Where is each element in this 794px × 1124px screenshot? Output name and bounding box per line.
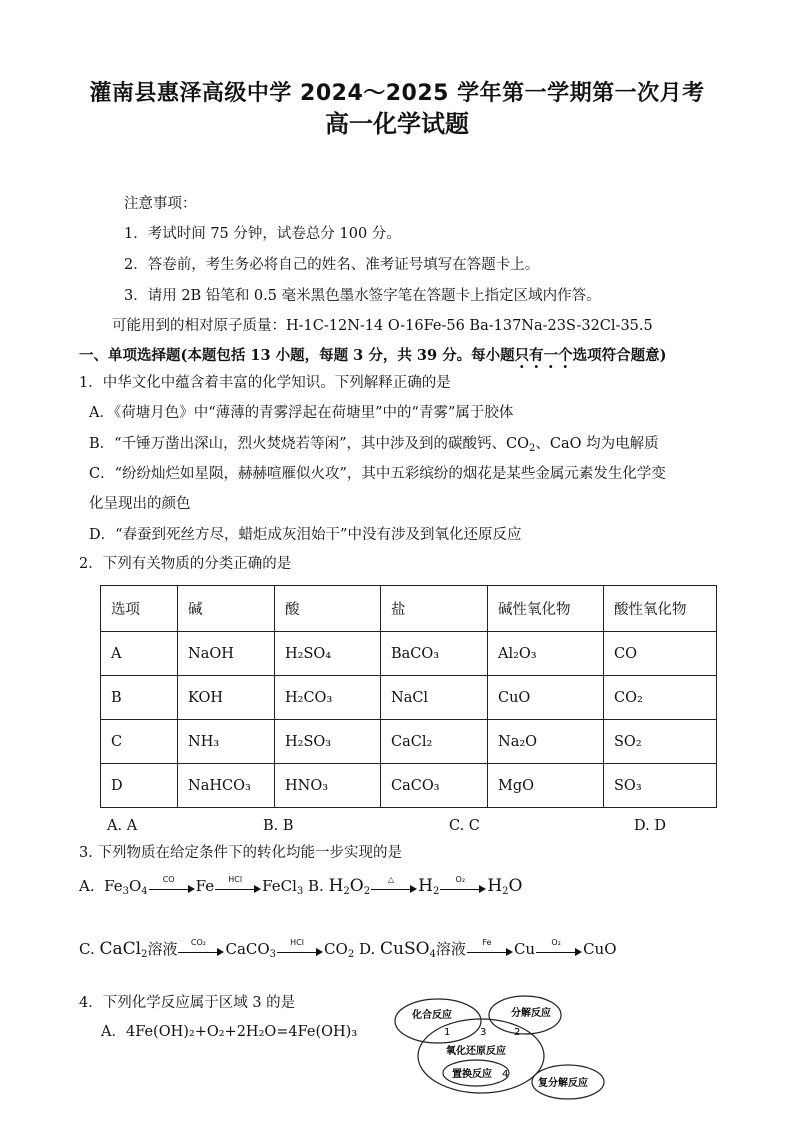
label-combination: 化合反应: [412, 1010, 452, 1021]
reaction-arrow: HCl: [277, 943, 323, 957]
section-heading: [79, 346, 666, 366]
table-cell: CO₂: [604, 676, 717, 720]
reaction-arrow: HCl: [215, 880, 261, 894]
q1-option-b-post: 、CaO 均为电解质: [535, 436, 659, 452]
exam-subtitle: 高一化学试题: [325, 110, 469, 138]
table-cell: NaOH: [178, 632, 275, 676]
section-heading-tail: 选项符合题意): [572, 347, 667, 364]
reaction-arrow: CO: [149, 880, 195, 894]
reaction-arrow: CO₂: [178, 943, 224, 957]
q4-stem: 4．下列化学反应属于区域 3 的是: [79, 995, 296, 1011]
notice-item-2: 2．答卷前，考生务必将自己的姓名、准考证号填写在答题卡上。: [124, 257, 540, 273]
table-cell: HNO₃: [275, 764, 381, 808]
q2-option-c: C. C: [449, 818, 480, 834]
table-cell: SO₃: [604, 764, 717, 808]
table-cell: CO: [604, 632, 717, 676]
table-cell: KOH: [178, 676, 275, 720]
table-header-cell: 酸性氧化物: [604, 586, 717, 632]
q3-line-ab: A. $Fe_3O_4$ CO Fe HCl FeCl$_3$ B. $H_2O_2$ △ $H_2$ O₂ $H_2O$: [79, 874, 523, 897]
exam-title: 灌南县惠泽高级中学 2024～2025 学年第一学期第一次月考: [89, 81, 705, 106]
q2-stem: 2．下列有关物质的分类正确的是: [79, 556, 292, 572]
table-cell: MgO: [488, 764, 604, 808]
region-1: 1: [444, 1027, 451, 1038]
q2-option-a: A. A: [107, 818, 138, 834]
table-cell: BaCO₃: [381, 632, 488, 676]
table-cell: C: [101, 720, 178, 764]
table-row: [101, 764, 717, 808]
region-4: 4: [502, 1069, 509, 1080]
reaction-arrow: O₂: [536, 943, 582, 957]
table-cell: Na₂O: [488, 720, 604, 764]
table-row: [101, 676, 717, 720]
q1-stem: 1．中华文化中蕴含着丰富的化学知识。下列解释正确的是: [79, 375, 451, 391]
table-cell: NaCl: [381, 676, 488, 720]
region-3: 3: [480, 1027, 487, 1038]
table-header-cell: 碱性氧化物: [488, 586, 604, 632]
table-cell: CuO: [488, 676, 604, 720]
combination-ellipse: [395, 999, 481, 1043]
table-header-cell: 碱: [178, 586, 275, 632]
table-cell: D: [101, 764, 178, 808]
q1-option-c-line2: 化呈现出的颜色: [89, 496, 191, 512]
atomic-masses: 可能用到的相对原子质量：H-1C-12N-14 O-16Fe-56 Ba-137Na-23S-32Cl-35.5: [112, 318, 653, 334]
table-cell: CaCl₂: [381, 720, 488, 764]
table-cell: NaHCO₃: [178, 764, 275, 808]
q1-option-b-sub: 2: [528, 443, 536, 454]
table-cell: H₂SO₃: [275, 720, 381, 764]
notice-heading: 注意事项：: [124, 196, 197, 212]
table-header-cell: 酸: [275, 586, 381, 632]
q1-option-b: [89, 434, 659, 459]
table-cell: SO₂: [604, 720, 717, 764]
reaction-arrow: O₂: [440, 880, 486, 894]
table-row: [101, 632, 717, 676]
label-redox: 氧化还原反应: [446, 1046, 506, 1057]
q2-option-d: D. D: [634, 818, 666, 834]
table-cell: CaCO₃: [381, 764, 488, 808]
q1-option-d: D．“春蚕到死丝方尽，蜡炬成灰泪始干”中没有涉及到氧化还原反应: [89, 527, 522, 543]
region-2: 2: [514, 1027, 521, 1038]
table-cell: B: [101, 676, 178, 720]
label-displacement: 置换反应: [452, 1069, 492, 1080]
table-header-row: [101, 586, 717, 632]
table-cell: NH₃: [178, 720, 275, 764]
q1-option-c-line1: C．“纷纷灿烂如星陨，赫赫喧雁似火攻”，其中五彩缤纷的烟花是某些金属元素发生化学变: [89, 466, 666, 482]
q2-option-b: B. B: [263, 818, 294, 834]
section-heading-emphasis: 只有一个: [514, 347, 573, 364]
q3-line-cd: C. CaCl$_2$溶液 CO₂ CaCO$_3$ HCl $CO_2$ D. CuSO$_4$溶液 Fe Cu O₂ CuO: [79, 937, 617, 960]
label-double-decomposition: 复分解反应: [538, 1078, 588, 1089]
q1-option-b-pre: B．“千锤万凿出深山，烈火焚烧若等闲”，其中涉及到的碳酸钙、CO: [89, 436, 529, 452]
table-header-cell: 选项: [101, 586, 178, 632]
table-cell: H₂SO₄: [275, 632, 381, 676]
table-row: [101, 720, 717, 764]
reaction-arrow: Fe: [467, 943, 513, 957]
notice-item-3: 3．请用 2B 铅笔和 0.5 毫米黑色墨水签字笔在答题卡上指定区域内作答。: [124, 288, 601, 304]
q4-option-a: A．4Fe(OH)₂+O₂+2H₂O=4Fe(OH)₃: [101, 1024, 358, 1040]
notice-item-1: 1．考试时间 75 分钟，试卷总分 100 分。: [124, 226, 401, 242]
label-decomposition: 分解反应: [511, 1008, 551, 1019]
q3-stem: 3. 下列物质在给定条件下的转化均能一步实现的是: [79, 845, 402, 861]
section-heading-main: 一、单项选择题(本题包括 13 小题，每题 3 分，共 39 分。每小题: [79, 347, 515, 364]
table-cell: A: [101, 632, 178, 676]
reaction-arrow: △: [371, 880, 417, 894]
table-cell: Al₂O₃: [488, 632, 604, 676]
table-cell: H₂CO₃: [275, 676, 381, 720]
reaction-type-diagram: [388, 994, 628, 1106]
q1-option-a: A．《荷塘月色》中“薄薄的青雾浮起在荷塘里”中的“青雾”属于胶体: [89, 405, 514, 421]
classification-table: [100, 585, 717, 808]
table-header-cell: 盐: [381, 586, 488, 632]
